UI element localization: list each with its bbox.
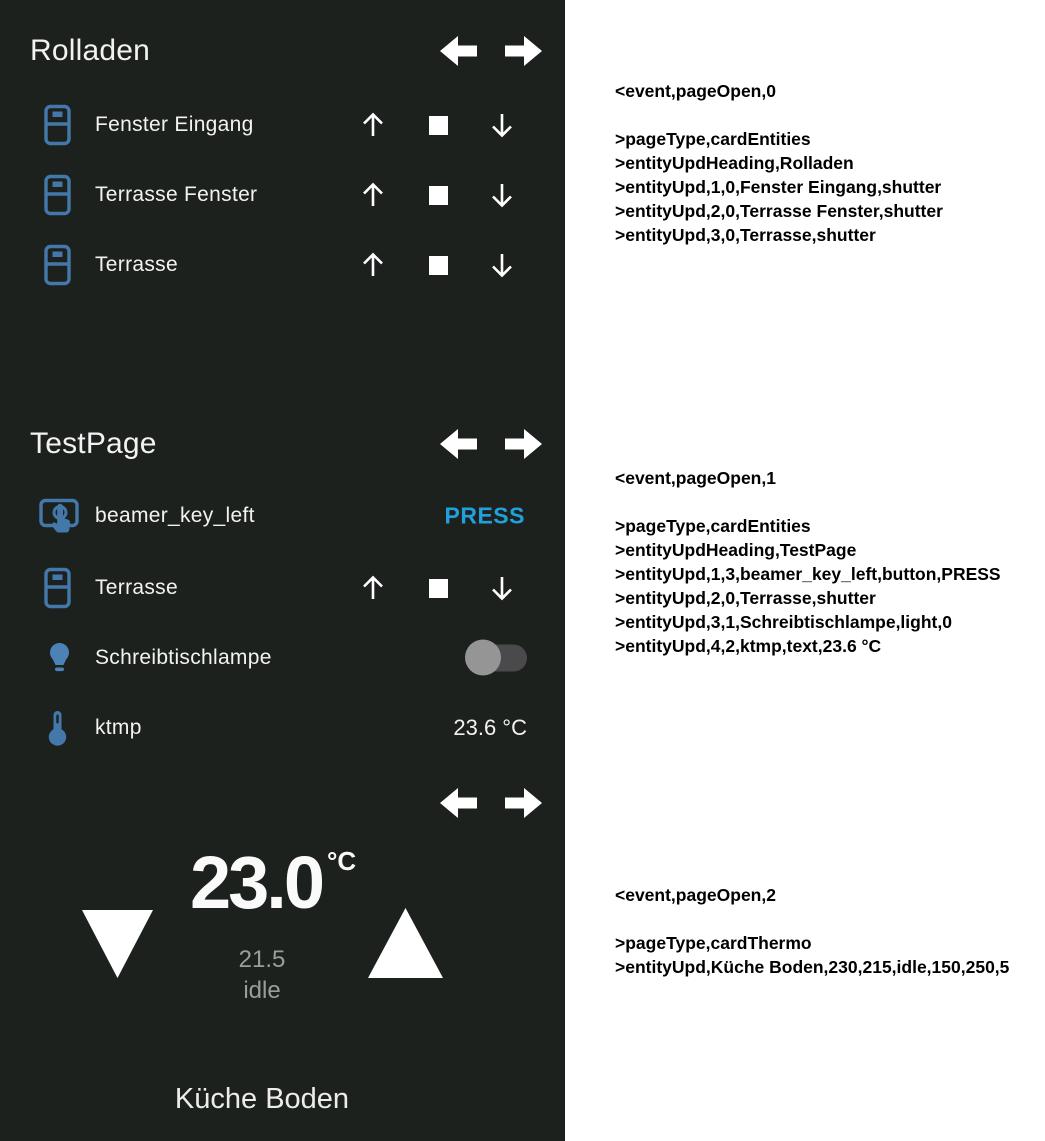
arrow-down-icon (488, 573, 516, 603)
protocol-line: >entityUpd,3,1,Schreibtischlampe,light,0 (615, 612, 952, 632)
press-button[interactable]: PRESS (444, 502, 525, 529)
protocol-line: >entityUpd,1,0,Fenster Eingang,shutter (615, 177, 942, 197)
arrow-up-icon (359, 573, 387, 603)
protocol-line: >pageType,cardEntities (615, 129, 811, 149)
stop-square-icon (429, 116, 448, 135)
triangle-down-icon (82, 910, 153, 978)
protocol-line: >entityUpd,3,0,Terrasse,shutter (615, 225, 876, 245)
protocol-block-page1 (615, 466, 1001, 658)
protocol-line: >entityUpd,2,0,Terrasse Fenster,shutter (615, 201, 943, 221)
protocol-line: <event,pageOpen,1 (615, 468, 776, 488)
temperature-value: 23.6 °C (453, 715, 527, 740)
shutter-down-button[interactable] (487, 249, 517, 281)
shutter-stop-button[interactable] (423, 179, 453, 211)
shutter-down-button[interactable] (487, 572, 517, 604)
arrow-left-icon (440, 36, 477, 66)
entity-label: Schreibtischlampe (95, 646, 272, 669)
arrow-up-icon (359, 180, 387, 210)
thermometer-icon (46, 710, 69, 747)
thermostat-name: Küche Boden (174, 1083, 350, 1115)
protocol-line: >entityUpd,4,2,ktmp,text,23.6 °C (615, 636, 882, 656)
entity-label: Terrasse (95, 253, 178, 276)
shutter-stop-button[interactable] (423, 572, 453, 604)
shutter-down-button[interactable] (487, 109, 517, 141)
protocol-line: >entityUpd,Küche Boden,230,215,idle,150,250,5 (615, 957, 1010, 977)
protocol-line: <event,pageOpen,2 (615, 885, 776, 905)
page-prev-button[interactable] (440, 429, 477, 459)
protocol-line (615, 907, 1009, 931)
temp-decrease-button[interactable] (82, 910, 153, 978)
card-heading-rolladen: Rolladen (30, 34, 151, 67)
shutter-icon (44, 105, 71, 146)
arrow-right-icon (505, 429, 542, 459)
target-temperature: 21.5 (238, 946, 286, 973)
entity-label: ktmp (95, 716, 142, 739)
shutter-stop-button[interactable] (423, 109, 453, 141)
page-next-button[interactable] (505, 429, 542, 459)
arrow-left-icon (440, 429, 477, 459)
shutter-icon (44, 245, 71, 286)
toggle-knob (465, 640, 501, 676)
triangle-up-icon (368, 908, 443, 978)
shutter-down-button[interactable] (487, 179, 517, 211)
arrow-up-icon (359, 250, 387, 280)
entity-row-terrasse (0, 553, 565, 623)
thermostat-state: idle (243, 977, 281, 1004)
entity-row-terrasse-fenster (0, 160, 565, 230)
protocol-line: >entityUpd,1,3,beamer_key_left,button,PRESS (615, 564, 1001, 584)
protocol-line: >entityUpdHeading,Rolladen (615, 153, 854, 173)
gesture-tap-button-icon (38, 496, 80, 537)
temperature-unit: °C (327, 846, 357, 876)
temp-increase-button[interactable] (368, 908, 443, 978)
protocol-line: <event,pageOpen,0 (615, 81, 776, 101)
entity-label: Terrasse Fenster (95, 183, 258, 206)
entity-label: Terrasse (95, 576, 178, 599)
shutter-icon (44, 568, 71, 609)
shutter-up-button[interactable] (358, 109, 388, 141)
page-next-button[interactable] (505, 788, 542, 818)
current-temperature-value: 23.0 (190, 841, 323, 924)
stop-square-icon (429, 186, 448, 205)
stop-square-icon (429, 579, 448, 598)
entity-label: beamer_key_left (95, 504, 255, 527)
protocol-line (615, 103, 943, 127)
protocol-line (615, 490, 1001, 514)
page-prev-button[interactable] (440, 36, 477, 66)
entity-row-schreibtischlampe (0, 623, 565, 693)
card-heading-testpage: TestPage (30, 427, 157, 460)
entity-row-terrasse (0, 230, 565, 300)
protocol-block-page2 (615, 883, 1009, 979)
entity-label: Fenster Eingang (95, 113, 254, 136)
entity-row-fenster-eingang (0, 90, 565, 160)
shutter-up-button[interactable] (358, 179, 388, 211)
shutter-up-button[interactable] (358, 249, 388, 281)
arrow-right-icon (505, 36, 542, 66)
arrow-down-icon (488, 180, 516, 210)
page-next-button[interactable] (505, 36, 542, 66)
arrow-right-icon (505, 788, 542, 818)
lightbulb-icon (46, 642, 73, 675)
protocol-line: >pageType,cardThermo (615, 933, 812, 953)
protocol-block-page0 (615, 79, 943, 247)
entity-row-beamer-key-left (0, 481, 565, 551)
shutter-stop-button[interactable] (423, 249, 453, 281)
stop-square-icon (429, 256, 448, 275)
page-prev-button[interactable] (440, 788, 477, 818)
protocol-line: >entityUpdHeading,TestPage (615, 540, 857, 560)
protocol-line: >entityUpd,2,0,Terrasse,shutter (615, 588, 876, 608)
protocol-line: >pageType,cardEntities (615, 516, 811, 536)
light-toggle[interactable] (467, 645, 527, 672)
shutter-icon (44, 175, 71, 216)
arrow-down-icon (488, 250, 516, 280)
shutter-up-button[interactable] (358, 572, 388, 604)
arrow-up-icon (359, 110, 387, 140)
current-temperature (190, 841, 357, 924)
arrow-left-icon (440, 788, 477, 818)
arrow-down-icon (488, 110, 516, 140)
entity-row-ktmp (0, 693, 565, 763)
